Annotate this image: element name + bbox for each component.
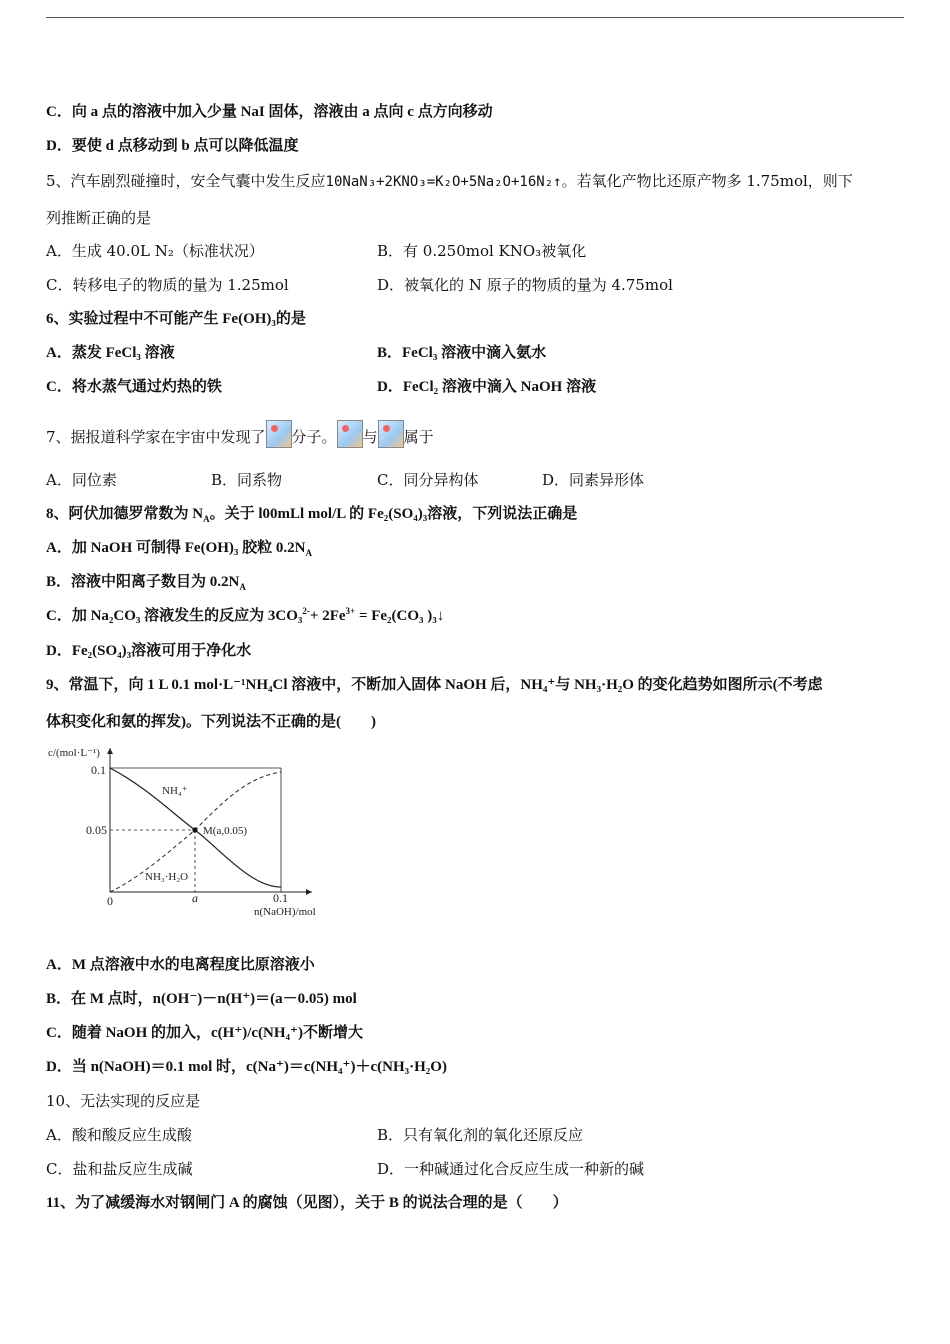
q5-equation: 10NaN₃+2KNO₃=K₂O+5Na₂O+16N₂↑ — [325, 174, 562, 190]
q8-stem-a: 8、阿伏加德罗常数为 N — [46, 506, 204, 522]
q7-option-d: D．同素异形体 — [542, 471, 645, 489]
q7-option-c: C．同分异构体 — [377, 471, 479, 489]
series-label-nh4: NH₄⁺ — [162, 785, 188, 797]
q5-option-a: A．生成 40.0L N₂（标准状况） — [46, 242, 264, 260]
chart-xlabel: n(NaOH)/mol — [254, 906, 316, 918]
q8-option-b-text: B．溶液中阳离子数目为 0.2N — [46, 574, 240, 590]
q4-option-d: D．要使 d 点移动到 b 点可以降低温度 — [46, 138, 299, 154]
q6-stem: 6、实验过程中不可能产生 Fe(OH)₃的是 — [46, 311, 306, 327]
q10-stem: 10、无法实现的反应是 — [46, 1092, 201, 1110]
q8-option-c-b: + 2Fe — [309, 608, 346, 624]
q5-option-b: B．有 0.250mol KNO₃被氧化 — [377, 242, 587, 260]
q11-stem: 11、为了减缓海水对钢闸门 A 的腐蚀（见图），关于 B 的说法合理的是（ ） — [46, 1195, 568, 1211]
q8-option-b — [46, 572, 246, 592]
q7-stem-c: 与 — [362, 428, 378, 446]
q6-option-c: C．将水蒸气通过灼热的铁 — [46, 379, 222, 395]
q6-option-d: D．FeCl₂ 溶液中滴入 NaOH 溶液 — [377, 379, 597, 395]
broken-image-icon — [266, 420, 292, 448]
chart-xtick-origin: 0 — [107, 894, 113, 908]
q5-stem-a: 5、汽车剧烈碰撞时，安全气囊中发生反应 — [46, 172, 326, 190]
q6-option-a: A．蒸发 FeCl₃ 溶液 — [46, 345, 175, 361]
chart-ytick-top: 0.1 — [91, 763, 106, 777]
point-m-label: M(a,0.05) — [203, 825, 247, 837]
q9-stem: 9、常温下，向 1 L 0.1 mol·L⁻¹NH₄Cl 溶液中，不断加入固体 NaOH 后，NH₄⁺与 NH₃·H₂O 的变化趋势如图所示(不考虑 — [46, 677, 823, 693]
q5-option-d: D．被氧化的 N 原子的物质的量为 4.75mol — [377, 276, 673, 294]
point-m — [192, 827, 197, 832]
q8-option-c-a: C．加 Na₂CO₃ 溶液发生的反应为 3CO₃ — [46, 608, 303, 624]
q8-option-c — [46, 606, 444, 626]
q8-option-b-sub: A — [239, 582, 246, 592]
q7-stem-a: 7、据报道科学家在宇宙中发现了 — [46, 428, 266, 446]
q9-option-d: D．当 n(NaOH)＝0.1 mol 时，c(Na⁺)＝c(NH₄⁺)＋c(NH₃·H₂O) — [46, 1059, 447, 1075]
q9-option-b: B．在 M 点时，n(OH⁻)－n(H⁺)＝(a－0.05) mol — [46, 991, 357, 1007]
q5-stem-cont: 列推断正确的是 — [46, 209, 152, 227]
q10-option-d: D．一种碱通过化合反应生成一种新的碱 — [377, 1160, 645, 1178]
q8-option-c-c: = Fe₂(CO₃ )₃↓ — [355, 608, 445, 624]
q7-stem-d: 属于 — [403, 428, 434, 446]
q7-stem-b: 分子。 — [291, 428, 337, 446]
q10-option-c: C．盐和盐反应生成碱 — [46, 1160, 193, 1178]
q7-option-b: B．同系物 — [211, 471, 283, 489]
q8-option-a-text: A．加 NaOH 可制得 Fe(OH)₃ 胶粒 0.2N — [46, 540, 306, 556]
q8-option-d: D．Fe₂(SO₄)₃溶液可用于净化水 — [46, 643, 252, 659]
q6-option-b: B．FeCl₃ 溶液中滴入氨水 — [377, 345, 547, 361]
broken-image-icon — [337, 420, 363, 448]
q8-stem — [46, 504, 577, 524]
chart-xtick-end: 0.1 — [273, 891, 288, 905]
q5-stem-b: 。若氧化产物比还原产物多 1.75mol，则下 — [561, 172, 853, 190]
chart-ylabel: c/(mol·L⁻¹) — [48, 747, 100, 759]
q10-option-a: A．酸和酸反应生成酸 — [46, 1126, 192, 1144]
series-label-nh3h2o: NH₃·H₂O — [145, 871, 189, 883]
q8-stem-b: 。关于 l00mLl mol/L 的 Fe₂(SO₄)₃溶液，下列说法正确是 — [209, 506, 578, 522]
q9-option-a: A．M 点溶液中水的电离程度比原溶液小 — [46, 957, 315, 973]
q9-option-c: C．随着 NaOH 的加入，c(H⁺)/c(NH₄⁺)不断增大 — [46, 1025, 363, 1041]
q5-option-c: C．转移电子的物质的量为 1.25mol — [46, 276, 289, 294]
q8-option-a — [46, 538, 312, 558]
q8-option-a-sub: A — [305, 548, 312, 558]
q8-option-c-sup1: 2- — [302, 606, 310, 616]
q9-stem-cont: 体积变化和氨的挥发)。下列说法不正确的是( ) — [46, 714, 376, 730]
q4-option-c: C．向 a 点的溶液中加入少量 NaI 固体，溶液由 a 点向 c 点方向移动 — [46, 104, 493, 120]
q7-option-a: A．同位素 — [46, 471, 117, 489]
broken-image-icon — [378, 420, 404, 448]
header-rule — [46, 17, 904, 18]
q8-option-c-sup2: 3+ — [345, 606, 356, 616]
q9-chart — [46, 742, 336, 922]
chart-ytick-mid: 0.05 — [86, 823, 107, 837]
q10-option-b: B．只有氧化剂的氧化还原反应 — [377, 1126, 584, 1144]
q8-stem-sub: A — [203, 514, 210, 524]
chart-xtick-a: a — [192, 891, 198, 905]
q5-stem — [46, 171, 853, 192]
q7-stem — [46, 420, 434, 448]
